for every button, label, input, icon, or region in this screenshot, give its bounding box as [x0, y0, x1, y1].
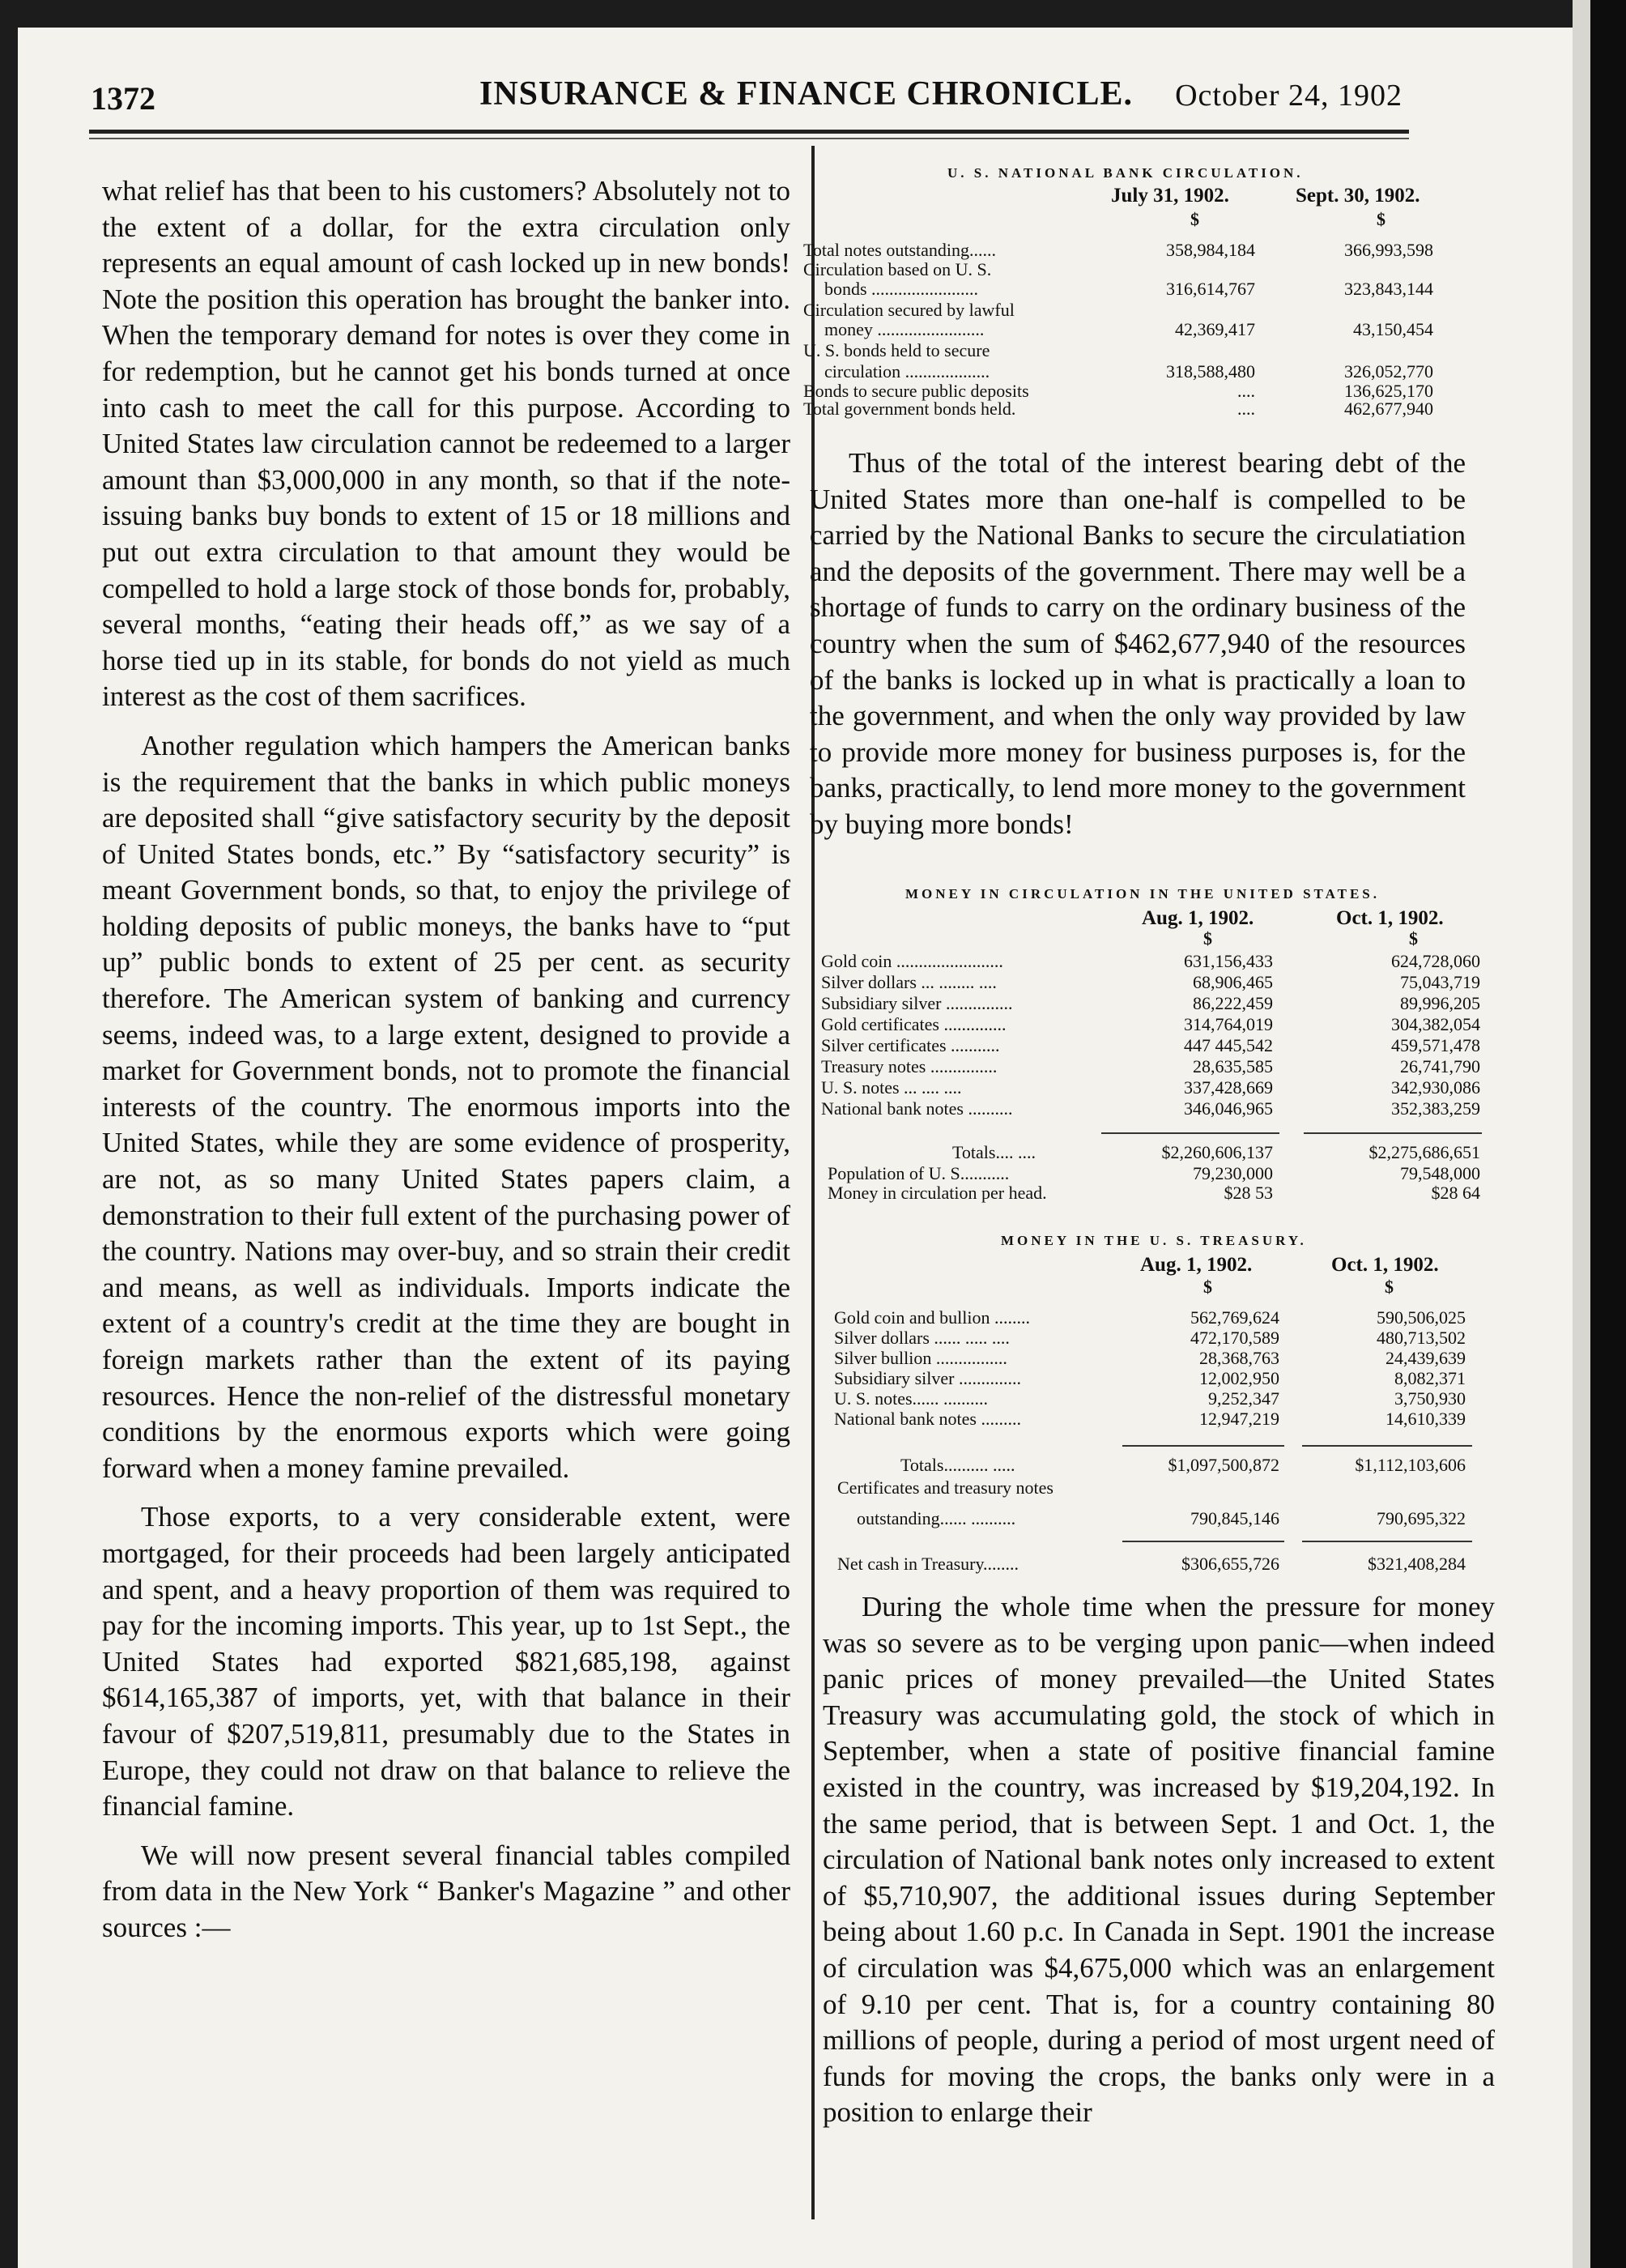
row-label: Net cash in Treasury........: [837, 1554, 1019, 1574]
right-column-bottom: [823, 1589, 1495, 2131]
currency-symbol: $: [1190, 209, 1199, 229]
table-title: MONEY IN CIRCULATION IN THE UNITED STATES.: [905, 886, 1380, 902]
cell-value: 352,383,259: [1391, 1098, 1480, 1119]
cell-value: $28 64: [1431, 1183, 1480, 1203]
cell-value: ....: [1237, 399, 1255, 419]
paragraph: Thus of the total of the interest bearing debt of the United States more than one-half is compelled to be carried by the National Banks to secure the circulatiation and the deposits of the government. There may well be a shortage of funds to carry on the ordinary business of the country when the sum of $462,677,940 of the resources of the banks is locked up in what is practically a loan to the government, and when the only way provided by law to provide more money for business purposes is, for the banks, practically, to lend more money to the government by buying more bonds!: [810, 447, 1466, 840]
header-rule: [89, 130, 1409, 134]
row-label: circulation ...................: [824, 361, 990, 382]
column-header: Oct. 1, 1902.: [1331, 1254, 1439, 1276]
cell-value: $1,112,103,606: [1355, 1455, 1466, 1475]
cell-value: 314,764,019: [1184, 1014, 1273, 1034]
cell-value: 89,996,205: [1400, 993, 1480, 1013]
cell-value: 316,614,767: [1166, 279, 1255, 299]
currency-symbol: $: [1409, 928, 1418, 949]
cell-value: 790,845,146: [1190, 1508, 1279, 1528]
row-label: money ........................: [824, 319, 985, 339]
currency-symbol: $: [1377, 209, 1386, 229]
cell-value: 790,695,322: [1377, 1508, 1466, 1528]
row-label: U. S. notes...... ..........: [834, 1388, 989, 1409]
row-label: Total government bonds held.: [803, 399, 1016, 419]
cell-value: 472,170,589: [1190, 1328, 1279, 1348]
header-rule-thin: [89, 138, 1409, 139]
row-label: Money in circulation per head.: [828, 1183, 1047, 1203]
row-label: National bank notes ..........: [821, 1098, 1013, 1119]
cell-value: $1,097,500,872: [1168, 1455, 1279, 1475]
row-label: Bonds to secure public deposits: [803, 381, 1029, 401]
cell-value: 304,382,054: [1391, 1014, 1480, 1034]
paragraph: We will now present several financial tables compiled from data in the New York “ Banker's Magazine ” and other sources :—: [102, 1839, 790, 1943]
cell-value: 323,843,144: [1344, 279, 1433, 299]
row-label: Subsidiary silver ..............: [834, 1368, 1021, 1388]
paragraph: what relief has that been to his customers? Absolutely not to the extent of a dollar, for the extra circulation only represents an equal amount of cash locked up in new bonds! Note the position this operation has brought the banker into. When the temporary demand for notes is over they come in for redemption, but he cannot get his bonds turned at once into cash to meet the call for this purpose. According to United States law circulation cannot be redeemed to a larger amount than $3,000,000 in any month, so that if the note-issuing banks buy bonds to extent of 15 or 18 millions and put out extra circulation to that amount they would be compelled to hold a large stock of those bonds for, probably, several months, “eating their heads off,” as we say of a horse tied up in its stable, for bonds do not yield as much interest as the cost of them sacrifices.: [102, 175, 790, 713]
currency-symbol: $: [1203, 928, 1212, 949]
left-column: [102, 173, 790, 1946]
row-label: Gold coin and bullion ........: [834, 1307, 1030, 1328]
table-title: MONEY IN THE U. S. TREASURY.: [1001, 1233, 1307, 1248]
cell-value: 26,741,790: [1400, 1056, 1480, 1076]
scan-border: [1590, 0, 1626, 2268]
row-label: Total notes outstanding......: [803, 240, 996, 260]
column-header: July 31, 1902.: [1111, 185, 1229, 207]
row-label: Population of U. S...........: [828, 1163, 1010, 1183]
cell-value: 3,750,930: [1394, 1388, 1466, 1409]
paragraph: During the whole time when the pressure for money was so severe as to be verging upon panic—when indeed panic prices of money prevailed—the United States Treasury was accumulating gold, the stock of which in September, when a state of positive financial famine existed in the country, was increased by $19,204,192. In the same period, that is between Sept. 1 and Oct. 1, the circulation of National bank notes only increased to extent of $5,710,907, the additional issues during September being about 1.60 p.c. In Canada in Sept. 1901 the increase of circulation was $4,675,000 which was an enlargement of 9.10 per cent. That is, for a country containing 80 millions of people, during a period of most urgent need of funds for moving the crops, the banks only were in a position to enlarge their: [823, 1591, 1495, 2129]
column-header: Aug. 1, 1902.: [1142, 907, 1254, 929]
cell-value: 590,506,025: [1377, 1307, 1466, 1328]
cell-value: 75,043,719: [1400, 972, 1480, 992]
row-label: Silver dollars ... ........ ....: [821, 972, 997, 992]
table-title: U. S. NATIONAL BANK CIRCULATION.: [947, 165, 1304, 181]
cell-value: 28,368,763: [1199, 1348, 1279, 1368]
sum-rule: [1304, 1132, 1482, 1134]
sum-rule: [1122, 1445, 1284, 1447]
row-label: U. S. bonds held to secure: [803, 340, 990, 360]
cell-value: 24,439,639: [1386, 1348, 1466, 1368]
cell-value: 366,993,598: [1344, 240, 1433, 260]
row-label: U. S. notes ... .... ....: [821, 1077, 962, 1098]
row-label: Silver bullion ................: [834, 1348, 1007, 1368]
sum-rule: [1302, 1541, 1472, 1542]
journal-title: INSURANCE & FINANCE CHRONICLE.: [479, 75, 1134, 113]
cell-value: 337,428,669: [1184, 1077, 1273, 1098]
row-label: Silver certificates ...........: [821, 1035, 1000, 1055]
cell-value: 79,548,000: [1400, 1163, 1480, 1183]
row-label: Treasury notes ...............: [821, 1056, 998, 1076]
cell-value: 326,052,770: [1344, 361, 1433, 382]
currency-symbol: $: [1385, 1277, 1394, 1297]
sum-rule: [1302, 1445, 1472, 1447]
row-label: outstanding...... ..........: [857, 1508, 1016, 1528]
cell-value: 631,156,433: [1184, 951, 1273, 971]
row-label: Gold coin ........................: [821, 951, 1003, 971]
page-number: 1372: [91, 80, 155, 117]
currency-symbol: $: [1203, 1277, 1212, 1297]
cell-value: 28,635,585: [1193, 1056, 1273, 1076]
cell-value: 12,947,219: [1199, 1409, 1279, 1429]
issue-date: October 24, 1902: [1175, 79, 1403, 113]
column-header: Oct. 1, 1902.: [1336, 907, 1444, 929]
cell-value: $321,408,284: [1368, 1554, 1466, 1574]
paragraph: Those exports, to a very considerable extent, were mortgaged, for their proceeds had been largely anticipated and spent, and a heavy proportion of them was required to pay for the incoming imports. This year, up to 1st Sept., the United States had exported $821,685,198, against $614,165,387 of imports, yet, with that balance in their favour of $207,519,811, presumably due to the States in Europe, they could not draw on that balance to relieve the financial famine.: [102, 1501, 790, 1823]
cell-value: 480,713,502: [1377, 1328, 1466, 1348]
row-label: Certificates and treasury notes: [837, 1477, 1053, 1498]
cell-value: 42,369,417: [1175, 319, 1255, 339]
cell-value: 79,230,000: [1193, 1163, 1273, 1183]
column-header: Sept. 30, 1902.: [1296, 185, 1420, 207]
right-column-top: [810, 446, 1466, 843]
sum-rule: [1122, 1541, 1284, 1542]
cell-value: 43,150,454: [1353, 319, 1433, 339]
row-label: bonds ........................: [824, 279, 979, 299]
cell-value: 346,046,965: [1184, 1098, 1273, 1119]
cell-value: 136,625,170: [1344, 381, 1433, 401]
page-edge: [1573, 0, 1590, 2268]
row-label: National bank notes .........: [834, 1409, 1021, 1429]
row-label: Circulation based on U. S.: [803, 259, 992, 279]
cell-value: 9,252,347: [1208, 1388, 1279, 1409]
row-label: Gold certificates ..............: [821, 1014, 1007, 1034]
paragraph: Another regulation which hampers the American banks is the requirement that the banks in which public moneys are deposited shall “give satisfactory security by the deposit of United States bonds, etc.” By “satisfactory security” is meant Government bonds, so that, to enjoy the privilege of holding deposits of public moneys, the banks have to “put up” public bonds to extent of 25 per cent. as security therefore. The American system of banking and currency seems, indeed was, to a large extent, designed to provide a market for Government bonds, not to promote the financial interests of the country. The enormous imports into the United States, while they are some evidence of prosperity, are not, as so many United States papers claim, a demonstration to their full extent of the purchasing power of the country. Nations may over-buy, and so strain their credit and means, as well as individuals. Imports indicate the extent of a country's credit at the time they are bought in foreign markets rather than the extent of its paying resources. Hence the non-relief of the distressful monetary conditions by the enormous exports which were going forward when a money famine prevailed.: [102, 729, 790, 1484]
cell-value: $2,275,686,651: [1368, 1142, 1480, 1162]
cell-value: 462,677,940: [1344, 399, 1433, 419]
cell-value: 447 445,542: [1184, 1035, 1273, 1055]
cell-value: 562,769,624: [1190, 1307, 1279, 1328]
cell-value: 14,610,339: [1386, 1409, 1466, 1429]
cell-value: 358,984,184: [1166, 240, 1255, 260]
cell-value: $28 53: [1224, 1183, 1273, 1203]
cell-value: 459,571,478: [1391, 1035, 1480, 1055]
row-label: Circulation secured by lawful: [803, 300, 1015, 320]
cell-value: 8,082,371: [1394, 1368, 1466, 1388]
cell-value: $306,655,726: [1181, 1554, 1279, 1574]
cell-value: ....: [1237, 381, 1255, 401]
cell-value: $2,260,606,137: [1161, 1142, 1273, 1162]
cell-value: 342,930,086: [1391, 1077, 1480, 1098]
row-label: Subsidiary silver ...............: [821, 993, 1013, 1013]
cell-value: 318,588,480: [1166, 361, 1255, 382]
page-header: [91, 75, 1403, 123]
row-label: Totals.... ....: [952, 1142, 1036, 1162]
row-label: Totals.......... .....: [900, 1455, 1015, 1475]
cell-value: 624,728,060: [1391, 951, 1480, 971]
cell-value: 86,222,459: [1193, 993, 1273, 1013]
cell-value: 12,002,950: [1199, 1368, 1279, 1388]
cell-value: 68,906,465: [1193, 972, 1273, 992]
sum-rule: [1101, 1132, 1279, 1134]
row-label: Silver dollars ...... ..... ....: [834, 1328, 1010, 1348]
column-header: Aug. 1, 1902.: [1140, 1254, 1253, 1276]
